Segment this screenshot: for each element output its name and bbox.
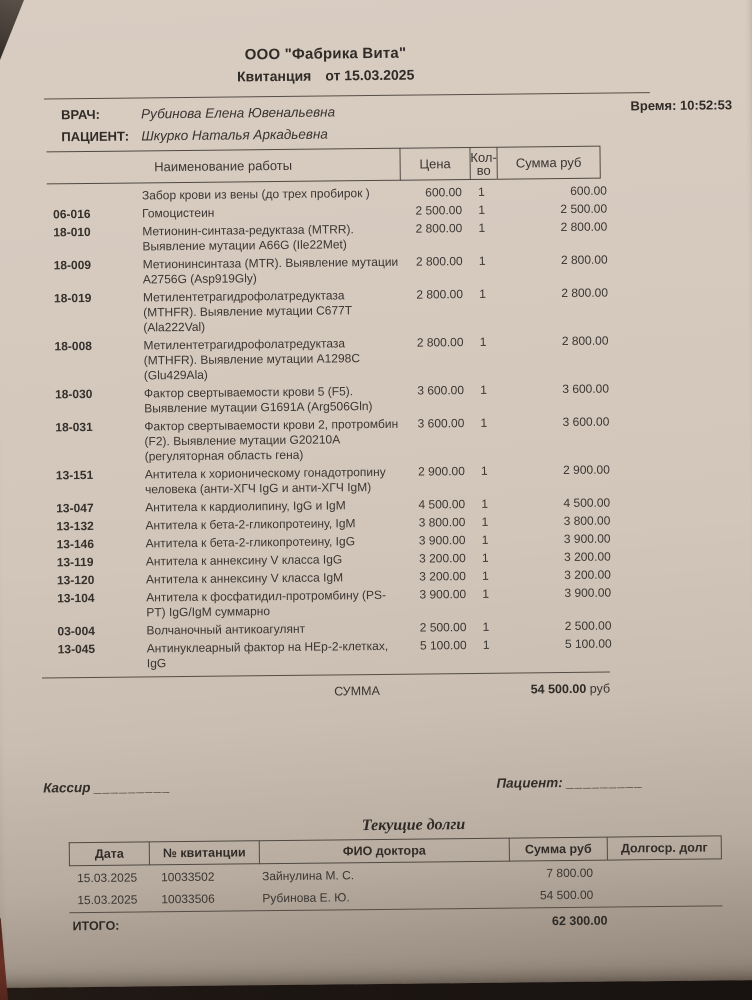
service-name: Фактор свертываемости крови 2, протромбин (F2). Выявление мутации G20210A (регуляторная область гена) — [144, 416, 399, 464]
service-sum: 3 900.00 — [563, 531, 611, 547]
service-sum: 2 800.00 — [561, 333, 609, 349]
service-name: Метионинсинтаза (MTR). Выявление мутации A2756G (Asp919Gly) — [142, 254, 399, 287]
service-price: 2 800.00 — [415, 221, 463, 236]
service-price: 2 900.00 — [418, 464, 465, 479]
service-price: 2 800.00 — [415, 254, 463, 269]
service-code: 18-009 — [53, 257, 92, 273]
service-qty: 1 — [482, 568, 489, 583]
patient-name: Шкурко Наталья Аркадьевна — [141, 126, 328, 144]
service-code: 13-151 — [55, 467, 94, 483]
service-name: Антитела к бета-2-гликопротеину, IgM — [145, 516, 356, 533]
debt-date: 15.03.2025 — [77, 892, 138, 908]
currency-label: руб — [589, 681, 611, 696]
service-price: 3 200.00 — [419, 569, 467, 584]
service-price: 2 500.00 — [415, 203, 463, 218]
debts-col-date: Дата — [69, 841, 149, 866]
services-table — [0, 144, 752, 703]
services-total-value: 54 500.00 руб — [530, 681, 611, 697]
service-name: Антитела к кардиолипину, IgG и IgM — [145, 498, 346, 515]
service-qty: 1 — [482, 637, 490, 652]
service-qty: 1 — [478, 253, 486, 268]
debt-doctor: Зайнулина М. С. — [262, 868, 355, 884]
service-sum: 4 500.00 — [563, 495, 611, 511]
debts-section — [3, 814, 752, 935]
col-header-name: Наименование работы — [46, 148, 399, 185]
service-sum: 600.00 — [570, 183, 607, 198]
service-name: Антитела к хорионическому гонадотропину человека (анти-ХГЧ IgG и анти-ХГЧ IgM) — [144, 464, 386, 497]
debt-sum: 54 500.00 — [539, 887, 594, 903]
debt-date: 15.03.2025 — [77, 870, 138, 886]
service-name: Метилентетрагидрофолатредуктаза (MTHFR). Выявление мутации C677T (Ala222Val) — [142, 288, 352, 335]
service-code: 03-004 — [57, 623, 95, 639]
service-price: 2 500.00 — [419, 620, 467, 635]
services-total-row — [42, 672, 610, 703]
service-code: 18-019 — [53, 290, 92, 306]
service-price: 5 100.00 — [419, 638, 467, 653]
service-sum: 3 600.00 — [562, 381, 610, 397]
service-sum: 3 800.00 — [563, 513, 611, 529]
patient-row — [61, 122, 748, 144]
service-price: 3 900.00 — [418, 533, 466, 548]
service-name: Волчаночный антикоагулянт — [146, 621, 306, 638]
service-code — [47, 188, 142, 204]
service-row — [49, 412, 751, 467]
debts-total-value: 62 300.00 — [551, 913, 608, 929]
service-code: 13-104 — [57, 590, 95, 606]
service-name: Фактор свертываемости крови 5 (F5). Выявление мутации G1691A (Arg506Gln) — [143, 384, 373, 416]
patient-label: ПАЦИЕНТ: — [61, 128, 130, 145]
service-qty: 1 — [479, 286, 486, 301]
service-name: Антитела к фосфатидил-протромбину (PS-PT) IgG/IgM суммарно — [146, 587, 387, 620]
service-row — [48, 283, 750, 338]
service-qty: 1 — [480, 382, 487, 397]
cashier-signature — [43, 779, 171, 795]
debts-col-longterm: Долгоср. долг — [607, 835, 722, 860]
service-sum: 2 800.00 — [561, 285, 609, 301]
service-qty: 1 — [482, 586, 490, 601]
service-code: 13-119 — [56, 554, 94, 570]
service-name: Метилентетрагидрофолатредуктаза (MTHFR). Выявление мутации A1298C (Glu429Ala) — [143, 336, 361, 383]
services-total-label: СУММА — [334, 683, 380, 699]
service-code: 18-030 — [54, 386, 93, 402]
service-qty: 1 — [481, 496, 489, 511]
col-header-qty: Кол-во — [469, 147, 496, 180]
receipt-label: Квитанция — [236, 67, 312, 85]
receipt-title — [46, 66, 606, 87]
service-price: 3 600.00 — [417, 416, 465, 431]
service-price: 3 200.00 — [418, 551, 466, 566]
services-body — [0, 181, 752, 675]
service-sum: 2 900.00 — [563, 462, 610, 478]
service-qty: 1 — [481, 550, 489, 565]
debts-col-receipt-no: № квитанции — [149, 840, 259, 865]
service-qty: 1 — [478, 220, 486, 235]
debts-title: Текущие долги — [361, 816, 466, 835]
service-sum: 3 600.00 — [562, 414, 610, 430]
time-label: Время: — [630, 97, 677, 114]
service-name: Забор крови из вены (до трех пробирок ) — [141, 186, 370, 203]
debts-col-doctor: ФИО доктора — [259, 838, 509, 865]
company-name: ООО "Фабрика Вита" — [244, 44, 407, 64]
debt-receipt-no: 10033506 — [161, 891, 215, 907]
debt-doctor: Рубинова Е. Ю. — [262, 890, 350, 906]
service-name: Антинуклеарный фактор на HEp-2-клетках, IgG — [146, 638, 389, 671]
debt-sum: 7 800.00 — [546, 865, 594, 881]
service-name: Антитела к аннексину V класса IgG — [145, 552, 343, 569]
receipt-header — [45, 0, 606, 86]
service-code: 18-008 — [54, 338, 92, 354]
service-sum: 3 900.00 — [564, 585, 612, 601]
service-qty: 1 — [479, 334, 487, 349]
service-name: Гомоцистеин — [142, 205, 215, 221]
service-name: Метионин-синтаза-редуктаза (MTRR). Выявление мутации A66G (Ile22Met) — [142, 222, 354, 254]
services-header-row — [46, 144, 748, 184]
service-qty: 1 — [480, 415, 488, 430]
patient-signature-line: _________ — [566, 774, 644, 791]
patient-signature-label: Пациент: — [496, 775, 563, 791]
service-price: 3 800.00 — [418, 515, 466, 530]
debts-total-label: ИТОГО: — [72, 918, 120, 934]
service-code: 13-132 — [56, 518, 94, 534]
service-row — [48, 331, 750, 386]
signature-section — [43, 774, 643, 795]
debt-longterm — [607, 886, 722, 902]
service-code: 13-120 — [56, 572, 95, 588]
debt-longterm — [607, 864, 722, 880]
service-price: 2 800.00 — [416, 287, 464, 302]
service-qty: 1 — [478, 202, 486, 217]
service-sum: 2 500.00 — [560, 201, 608, 217]
patient-signature — [496, 774, 643, 791]
cashier-label: Кассир — [43, 780, 91, 796]
service-sum: 2 800.00 — [560, 252, 608, 268]
service-code: 13-045 — [57, 641, 96, 657]
service-sum: 2 500.00 — [564, 618, 612, 634]
col-header-price: Цена — [399, 147, 469, 181]
service-code: 18-010 — [53, 224, 91, 240]
debts-total-row — [72, 908, 607, 935]
service-sum: 3 200.00 — [563, 549, 611, 565]
debts-col-sum: Сумма руб — [509, 837, 607, 862]
doctor-label: ВРАЧ: — [61, 106, 100, 123]
debts-body — [4, 859, 752, 911]
service-price: 3 600.00 — [417, 383, 465, 398]
receipt-date: от 15.03.2025 — [325, 66, 415, 84]
service-qty: 1 — [481, 514, 489, 529]
service-code: 18-031 — [55, 419, 93, 435]
time-value: 10:52:53 — [679, 97, 733, 113]
service-price: 2 800.00 — [416, 335, 464, 350]
doctor-name: Рубинова Елена Ювенальевна — [141, 104, 336, 122]
service-name: Антитела к бета-2-гликопротеину, IgG — [145, 534, 356, 551]
receipt-time — [630, 97, 732, 113]
cashier-signature-line: _________ — [94, 779, 171, 795]
service-sum: 5 100.00 — [564, 636, 612, 652]
service-price: 4 500.00 — [418, 497, 466, 512]
service-qty: 1 — [482, 619, 490, 634]
service-price: 3 900.00 — [419, 587, 467, 602]
service-qty: 1 — [480, 463, 488, 478]
col-header-sum: Сумма руб — [496, 146, 600, 180]
service-row — [52, 634, 752, 674]
service-code: 13-047 — [56, 500, 94, 516]
service-code: 06-016 — [53, 206, 91, 222]
service-code: 13-146 — [56, 536, 95, 552]
service-sum: 3 200.00 — [564, 567, 612, 583]
service-price: 600.00 — [425, 185, 463, 200]
service-name: Антитела к аннексину V класса IgM — [145, 570, 344, 587]
service-qty: 1 — [481, 532, 489, 547]
service-sum: 2 800.00 — [560, 219, 608, 235]
service-qty: 1 — [478, 184, 485, 199]
header-divider — [44, 92, 650, 99]
debt-receipt-no: 10033502 — [161, 869, 215, 885]
